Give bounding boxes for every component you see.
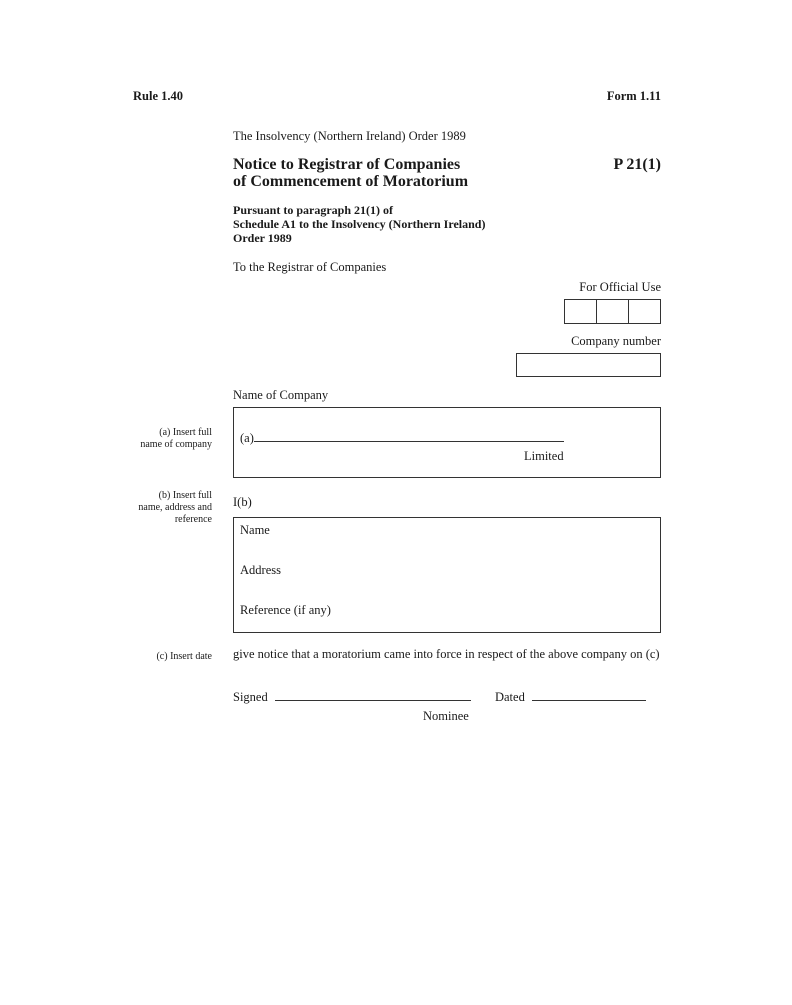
nominee-label: Nominee (423, 709, 469, 723)
company-name-line (240, 429, 564, 446)
notice-title (233, 156, 468, 190)
nominee-reference-label[interactable]: Reference (if any) (240, 603, 331, 617)
margin-note-a (140, 427, 212, 451)
margin-note-b (138, 490, 212, 526)
official-use-box-2[interactable] (596, 299, 629, 324)
name-of-company-label: Name of Company (233, 388, 329, 402)
nominee-details-box (233, 517, 661, 633)
dated-label: Dated (494, 690, 525, 704)
notice-text: give notice that a moratorium came into force in respect of the above company on (c) (233, 647, 660, 661)
notice-title-line1: Notice to Registrar of Companies (233, 156, 461, 173)
margin-note-c-line1: (c) Insert date (156, 651, 212, 662)
form-number: Form 1.11 (606, 89, 661, 103)
pursuant-line1: Pursuant to paragraph 21(1) of (233, 203, 394, 217)
company-name-input[interactable] (254, 429, 564, 442)
official-use-boxes (564, 299, 661, 324)
signature-row (233, 688, 646, 705)
company-name-box (233, 407, 661, 478)
official-use-box-3[interactable] (628, 299, 661, 324)
margin-note-c (156, 651, 212, 663)
margin-note-b-line1: (b) Insert full (158, 490, 212, 501)
notice-title-line2: of Commencement of Moratorium (233, 173, 469, 190)
nominee-intro: I(b) (233, 495, 252, 509)
pursuant-block (233, 203, 485, 245)
rule-number: Rule 1.40 (133, 89, 183, 103)
date-field[interactable] (532, 688, 646, 701)
margin-note-a-line1: (a) Insert full (159, 427, 212, 438)
company-number-field[interactable] (516, 353, 661, 377)
nominee-address-label[interactable]: Address (240, 563, 281, 577)
company-name-prefix: (a) (240, 431, 254, 445)
form-code: P 21(1) (613, 156, 661, 173)
company-number-label: Company number (571, 334, 661, 348)
margin-note-a-line2: name of company (140, 439, 212, 450)
margin-note-b-line2: name, address and (138, 502, 212, 513)
margin-note-b-line3: reference (174, 514, 212, 525)
company-limited-suffix: Limited (524, 449, 564, 463)
nominee-name-label[interactable]: Name (240, 523, 270, 537)
signed-label: Signed (233, 690, 268, 704)
official-use-label: For Official Use (579, 280, 661, 294)
pursuant-line3: Order 1989 (233, 231, 292, 245)
to-registrar: To the Registrar of Companies (233, 260, 387, 274)
order-title: The Insolvency (Northern Ireland) Order 1989 (233, 129, 466, 143)
signature-field[interactable] (275, 688, 471, 701)
official-use-box-1[interactable] (564, 299, 597, 324)
pursuant-line2: Schedule A1 to the Insolvency (Northern Ireland) (233, 217, 486, 231)
